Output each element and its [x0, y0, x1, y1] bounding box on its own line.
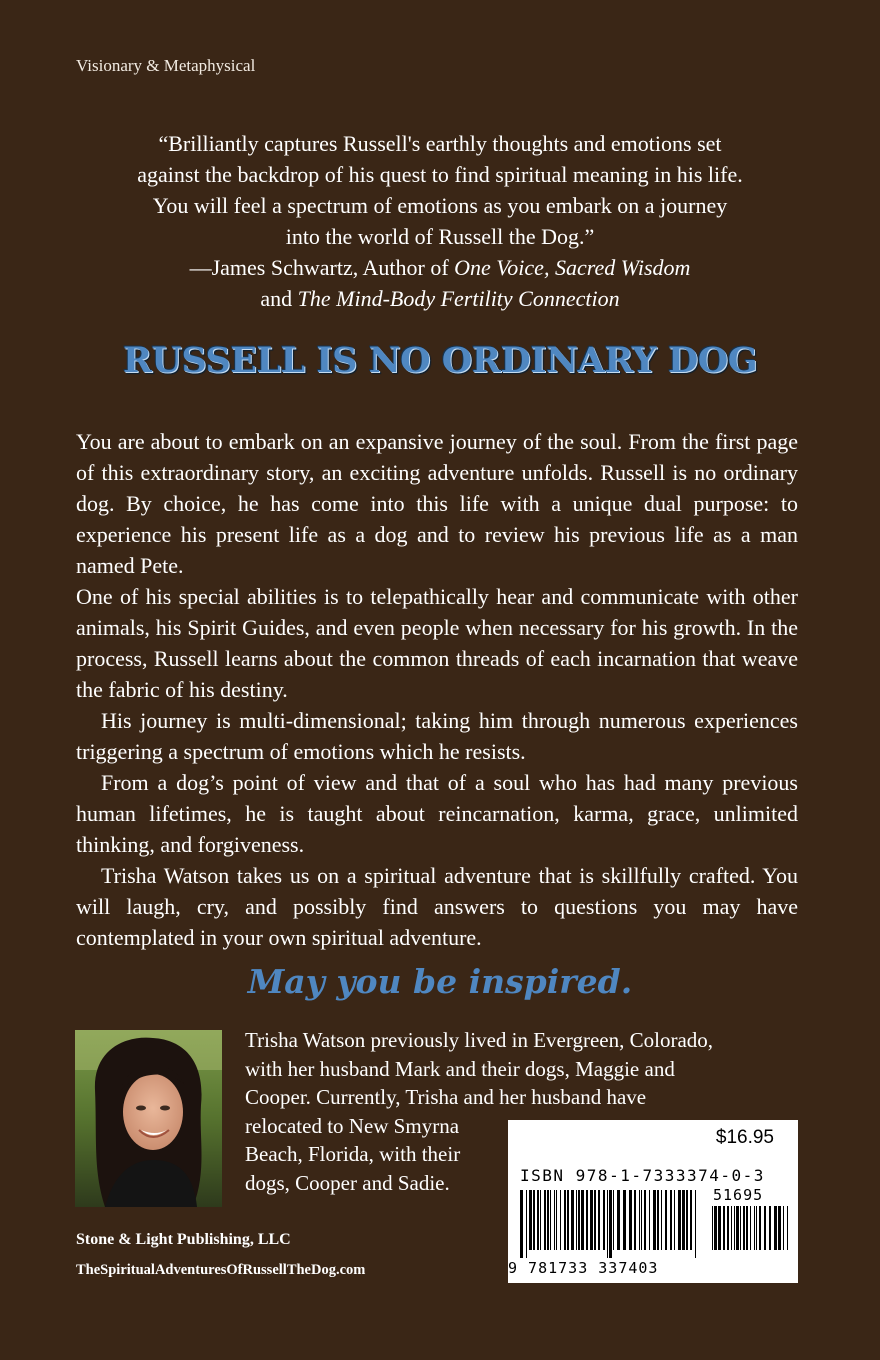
barcode-bar	[670, 1190, 672, 1250]
barcode-bar	[598, 1190, 600, 1250]
addon-digits: 51695	[713, 1186, 764, 1204]
barcode-bar	[778, 1206, 781, 1250]
barcode-bar	[653, 1190, 656, 1250]
barcode-bar	[723, 1206, 725, 1250]
barcode-bar	[649, 1190, 650, 1250]
barcode-bar	[682, 1190, 685, 1250]
barcode-bar	[607, 1190, 608, 1258]
description-paragraph: One of his special abilities is to telepathically hear and communicate with other animals, his Spirit Guides, and even people when necessary for his growth. In the process, Russell learns about the common threads of each incarnation that weave the fabric of his destiny.	[76, 584, 798, 702]
barcode-bar	[533, 1190, 535, 1250]
barcode-bar	[743, 1206, 745, 1250]
bio-line: dogs, Cooper and Sadie.	[245, 1170, 450, 1195]
barcode-bar	[641, 1190, 642, 1250]
barcode-bar	[756, 1206, 757, 1250]
barcode-bar	[526, 1190, 527, 1258]
inspire-tagline: May you be inspired.	[247, 962, 633, 1001]
barcode-bar	[787, 1206, 788, 1250]
barcode-bar	[560, 1190, 561, 1250]
description-paragraph: You are about to embark on an expansive journey of the soul. From the first page of this extraordinary story, an exciting adventure unfolds. Russell is no ordinary dog. By choice, he has come into this life with a unique dual purpose: to experience his present life as a dog and to review his previous life as a man named Pete.	[76, 429, 798, 578]
headline: RUSSELL IS NO ORDINARY DOG	[122, 340, 758, 381]
price-label: $16.95	[715, 1127, 774, 1148]
barcode-bar	[686, 1190, 688, 1250]
barcode-bar	[769, 1206, 771, 1250]
barcode-bar	[594, 1190, 596, 1250]
description	[76, 426, 798, 953]
ean-digits: 9 781733 337403	[508, 1259, 659, 1277]
barcode-bar	[665, 1190, 667, 1250]
barcode-bar	[712, 1206, 713, 1250]
barcode-bar	[740, 1206, 741, 1250]
barcode-bar	[556, 1190, 557, 1250]
barcode-panel	[508, 1120, 798, 1283]
barcode-bar	[609, 1190, 612, 1258]
category-label: Visionary & Metaphysical	[76, 56, 256, 75]
barcode-bar	[586, 1190, 588, 1250]
barcode-bar	[623, 1190, 626, 1250]
and-word: and	[260, 286, 298, 311]
barcode-bar	[695, 1190, 696, 1258]
barcode-bar	[613, 1190, 614, 1250]
barcode-bar	[736, 1206, 739, 1250]
addon-barcode	[712, 1206, 790, 1258]
barcode-bar	[629, 1190, 632, 1250]
barcode-bar	[731, 1206, 732, 1250]
barcode-bar	[554, 1190, 555, 1250]
book-title: The Mind-Body Fertility Connection	[297, 286, 620, 311]
barcode-bar	[567, 1190, 569, 1250]
barcode-bar	[714, 1206, 717, 1250]
endorsement-quote	[90, 128, 790, 314]
quote-line: against the backdrop of his quest to find spiritual meaning in his life.	[137, 162, 743, 187]
description-paragraph: Trisha Watson takes us on a spiritual adventure that is skillfully crafted. You will laugh, cry, and possibly find answers to questions you may have contemplated in your own spiritual adventure.	[76, 863, 798, 950]
bio-line: Trisha Watson previously lived in Evergreen, Colorado,	[245, 1028, 714, 1052]
barcode-bar	[550, 1190, 551, 1250]
author-portrait-image	[75, 1030, 222, 1207]
barcode-bar	[590, 1190, 593, 1250]
book-title: One Voice, Sacred Wisdom	[454, 255, 691, 280]
barcode-bar	[718, 1206, 721, 1250]
barcode-bar	[764, 1206, 766, 1250]
barcode-bar	[746, 1206, 748, 1250]
barcode-bar	[547, 1190, 549, 1250]
barcode-bar	[529, 1190, 532, 1250]
barcode-bar	[544, 1190, 546, 1250]
isbn-label: ISBN 978-1-7333374-0-3	[520, 1166, 765, 1185]
barcode-bar	[540, 1190, 541, 1250]
quote-attribution	[90, 252, 790, 283]
barcode-bar	[754, 1206, 755, 1250]
barcode-bar	[520, 1190, 523, 1258]
bio-line: Beach, Florida, with their	[245, 1142, 461, 1166]
quote-line: into the world of Russell the Dog.”	[285, 224, 595, 249]
barcode-bar	[537, 1190, 539, 1250]
description-paragraph: From a dog’s point of view and that of a soul who has had many previous human lifetimes, he is taught about reincarnation, karma, grace, unlimited thinking, and forgiveness.	[76, 770, 798, 857]
barcode-bar	[759, 1206, 761, 1250]
bio-line: Cooper. Currently, Trisha and her husband have	[245, 1085, 647, 1109]
barcode-bar	[774, 1206, 777, 1250]
website-url: TheSpiritualAdventuresOfRussellTheDog.com	[76, 1262, 366, 1278]
barcode-bar	[644, 1190, 646, 1250]
barcode-bar	[674, 1190, 675, 1250]
quote-attribution-continued	[90, 283, 790, 314]
quote-line: You will feel a spectrum of emotions as you embark on a journey	[152, 193, 728, 218]
author-photo	[75, 1030, 222, 1207]
barcode-bar	[690, 1190, 692, 1250]
barcode-bar	[657, 1190, 659, 1250]
quote-line: “Brilliantly captures Russell's earthly thoughts and emotions set	[158, 131, 722, 156]
barcode-bar	[571, 1190, 574, 1250]
attribution-prefix: —James Schwartz, Author of	[189, 255, 455, 280]
barcode-bar	[603, 1190, 605, 1250]
barcode-bar	[576, 1190, 577, 1250]
barcode-bar	[617, 1190, 620, 1250]
barcode-bar	[581, 1190, 584, 1250]
bio-line: with her husband Mark and their dogs, Maggie and	[245, 1056, 675, 1081]
description-paragraph: His journey is multi-dimensional; taking him through numerous experiences triggering a spectrum of emotions which he resists.	[76, 708, 798, 764]
barcode-bar	[734, 1206, 735, 1250]
barcode-bar	[639, 1190, 640, 1250]
barcode-bar	[634, 1190, 636, 1250]
barcode-bar	[727, 1206, 729, 1250]
barcode-bar	[750, 1206, 751, 1250]
barcode-bar	[661, 1190, 662, 1250]
barcode-bar	[678, 1190, 681, 1250]
barcode-bar	[564, 1190, 566, 1250]
bio-line: relocated to New Smyrna	[245, 1113, 460, 1138]
barcode-bar	[783, 1206, 784, 1250]
barcode-bar	[578, 1190, 580, 1250]
publisher-name: Stone & Light Publishing, LLC	[76, 1231, 291, 1248]
ean-barcode	[520, 1190, 700, 1258]
